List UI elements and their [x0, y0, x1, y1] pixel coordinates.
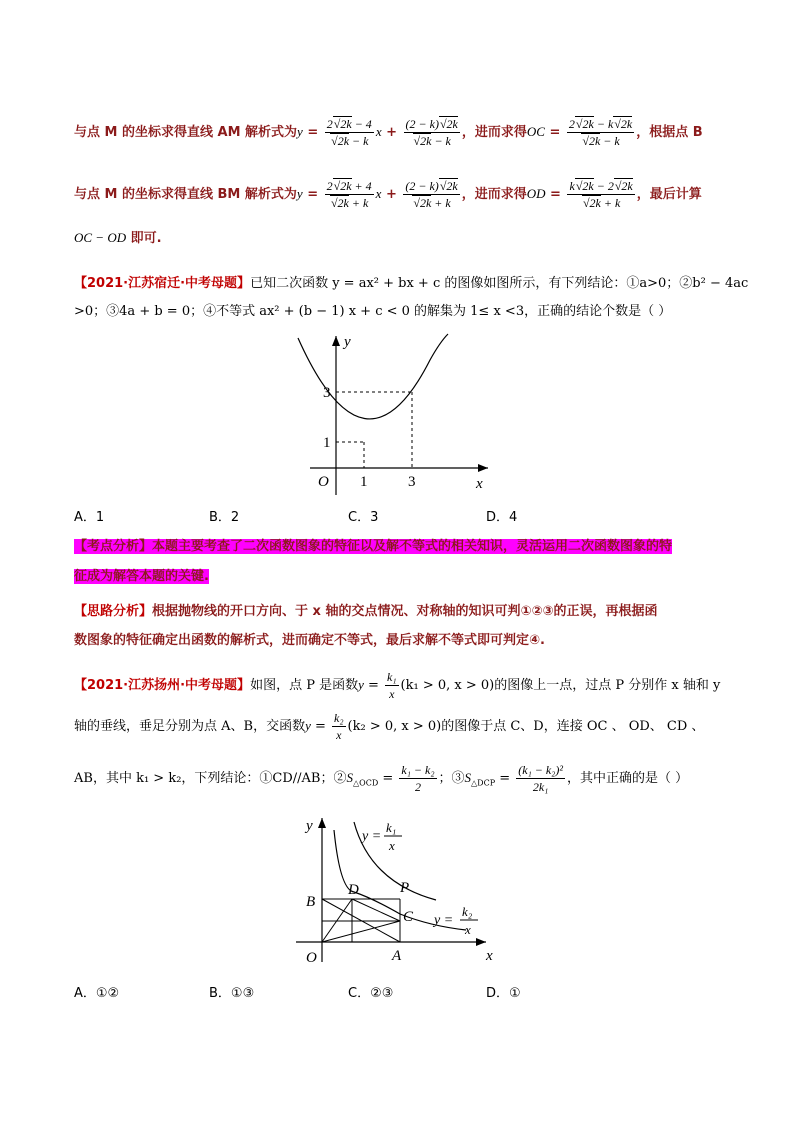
silu-line1	[74, 603, 657, 621]
kaodian-line2	[74, 568, 209, 586]
q1-line2	[74, 303, 671, 321]
q1-option-a[interactable]: A．1	[74, 510, 105, 525]
graph2-eq2-lhs: y =	[434, 913, 454, 928]
graph1-tick-y1: 1	[323, 435, 331, 451]
bm-suffix: ，最后计算	[636, 187, 702, 202]
q2-option-d[interactable]: D．①	[486, 986, 521, 1001]
graph2-label-d: D	[348, 882, 359, 898]
parabola-graph	[290, 330, 500, 500]
silu-text1: 根据抛物线的开口方向、于 x 轴的交点情况、对称轴的知识可判①②③的正误，再根据函	[152, 604, 658, 619]
intro-line-am: 与点 M 的坐标求得直线 AM 解析式为y = $\frac{2√2k - 4}{√2k - k}$ x + $\frac{(2 - k)√2k}{√2k - k}$ ，进而求得OC = $\frac{2√2k - k√2k}{√2k - k}$ ，根据点 B	[74, 117, 703, 148]
hyperbola-graph	[290, 812, 510, 972]
bm-slope: $\frac{2√2k + 4}{√2k + k}$	[326, 179, 372, 210]
q2-text3a: AB，其中 k₁ > k₂，下列结论：①CD//AB；②	[74, 771, 347, 786]
bm-mid: ，进而求得	[461, 187, 527, 202]
kaodian-text1: 【考点分析】本题主要考查了二次函数图象的特征以及解不等式的相关知识，灵活运用二次函数图象的特	[74, 539, 673, 554]
q1-text1: 已知二次函数 y = ax² + bx + c 的图像如图所示，有下列结论：①a>0；②b² − 4ac	[250, 276, 749, 291]
q1-option-c[interactable]: C．3	[348, 510, 379, 525]
q1-text2: >0；③4a + b = 0；④不等式 ax² + (b − 1) x + c < 0 的解集为 1≤ x <3，正确的结论个数是（ ）	[74, 304, 672, 319]
am-suffix: ，根据点 B	[636, 125, 703, 140]
graph2-label-p: P	[400, 880, 410, 896]
q2-option-c[interactable]: C．②③	[348, 986, 394, 1001]
graph2-eq2-den: x	[465, 922, 471, 937]
q1-option-d[interactable]: D．4	[486, 510, 518, 525]
kaodian-text2: 征成为解答本题的关键.	[74, 569, 209, 584]
am-mid: ，进而求得	[461, 125, 527, 140]
graph2-label-a: A	[392, 948, 402, 964]
graph2-x-label: x	[486, 948, 493, 964]
od-value: $\frac{k√2k - 2√2k}{√2k + k}$	[569, 179, 633, 210]
area-ocd: $\frac{\text{k₁ − k₂}}{2}$	[401, 763, 435, 794]
q1-line1	[74, 275, 748, 293]
func-k2: $\frac{\text{k₂}}{x}$	[334, 711, 344, 742]
end-text: 即可.	[130, 231, 162, 246]
graph1-tick-y3: 3	[323, 385, 331, 401]
area-dcp: $\frac{\text{(k₁ − k₂)²}}{\text{2k₁}}$	[518, 763, 563, 794]
q2-text2b: 的图像于点 C、D，连接 OC 、 OD、 CD 、	[441, 719, 705, 734]
am-slope: $\frac{2√2k - 4}{√2k - k}$	[326, 117, 372, 148]
q2-option-a[interactable]: A．①②	[74, 986, 120, 1001]
intro-line-bm: 与点 M 的坐标求得直线 BM 解析式为y = $\frac{2√2k + 4}{√2k + k}$ x + $\frac{(2 - k)√2k}{√2k + k}$ ，进而求得OD = $\frac{k√2k - 2√2k}{√2k + k}$ ，最后计算	[74, 179, 702, 210]
graph1-tick-x1: 1	[360, 474, 368, 490]
graph2-y-label: y	[306, 818, 313, 834]
q2-line2: 轴的垂线，垂足分别为点 A、B，交函数y = $\frac{\text{k₂}}{x}$ (k₂ > 0, x > 0)的图像于点 C、D，连接 OC 、 OD、 CD 、	[74, 711, 705, 742]
oc-minus-od: OC − OD	[74, 230, 127, 245]
graph2-eq1-lhs: y =	[362, 829, 382, 844]
q2-text1a: 如图，点 P 是函数	[250, 678, 359, 693]
silu-tag: 【思路分析】	[74, 604, 153, 619]
func-k1: $\frac{\text{k₁}}{x}$	[387, 670, 397, 701]
silu-text2: 数图象的特征确定出函数的解析式，进而确定不等式，最后求解不等式即可判定④.	[74, 633, 545, 648]
silu-line2	[74, 632, 545, 650]
q2-text2a: 轴的垂线，垂足分别为点 A、B，交函数	[74, 719, 306, 734]
bm-prefix: 与点 M 的坐标求得直线 BM 解析式为	[74, 187, 297, 202]
kaodian-line1	[74, 538, 672, 556]
am-intercept: $\frac{(2 - k)√2k}{√2k - k}$	[405, 117, 458, 148]
graph1-origin: O	[318, 474, 329, 490]
graph2-label-b: B	[306, 894, 316, 910]
q2-line3: AB，其中 k₁ > k₂，下列结论：①CD//AB；$②S_{\triangle OCD}$ = $\frac{\text{k₁ − k₂}}{2}$ ；$③S_{\triangle DCP}$ = $\frac{\text{(k₁ − k₂)²}}{\text{2k₁}}$ ，其中正确的是（ ）	[74, 763, 689, 794]
graph1-x-label: x	[476, 476, 483, 492]
graph2-eq2-num: k₂	[462, 904, 473, 919]
graph1-tick-x3: 3	[408, 474, 416, 490]
graph2-origin: O	[306, 950, 317, 966]
intro-line-end	[74, 229, 162, 248]
am-prefix: 与点 M 的坐标求得直线 AM 解析式为	[74, 125, 298, 140]
q2-option-b[interactable]: B．①③	[209, 986, 255, 1001]
graph2-eq1-den: x	[389, 838, 395, 853]
q1-option-b[interactable]: B．2	[209, 510, 240, 525]
q2-text1b: 的图像上一点，过点 P 分别作 x 轴和 y	[494, 678, 721, 693]
q2-text3b: ；③	[438, 771, 465, 786]
q2-text3c: ，其中正确的是（ ）	[566, 771, 689, 786]
graph2-label-c: C	[403, 909, 414, 925]
oc-value: $\frac{2√2k - k√2k}{√2k - k}$	[568, 117, 633, 148]
graph2-eq1-num: k₁	[386, 820, 397, 835]
q2-tag: 【2021·江苏扬州·中考母题】	[74, 678, 251, 693]
q1-tag: 【2021·江苏宿迁·中考母题】	[74, 276, 251, 291]
bm-intercept: $\frac{(2 - k)√2k}{√2k + k}$	[405, 179, 458, 210]
graph1-y-label: y	[344, 334, 351, 350]
q2-line1: 【2021·江苏扬州·中考母题】如图，点 P 是函数y = $\frac{\text{k₁}}{x}$ (k₁ > 0, x > 0)的图像上一点，过点 P 分别作 x 轴和 y	[74, 670, 721, 701]
